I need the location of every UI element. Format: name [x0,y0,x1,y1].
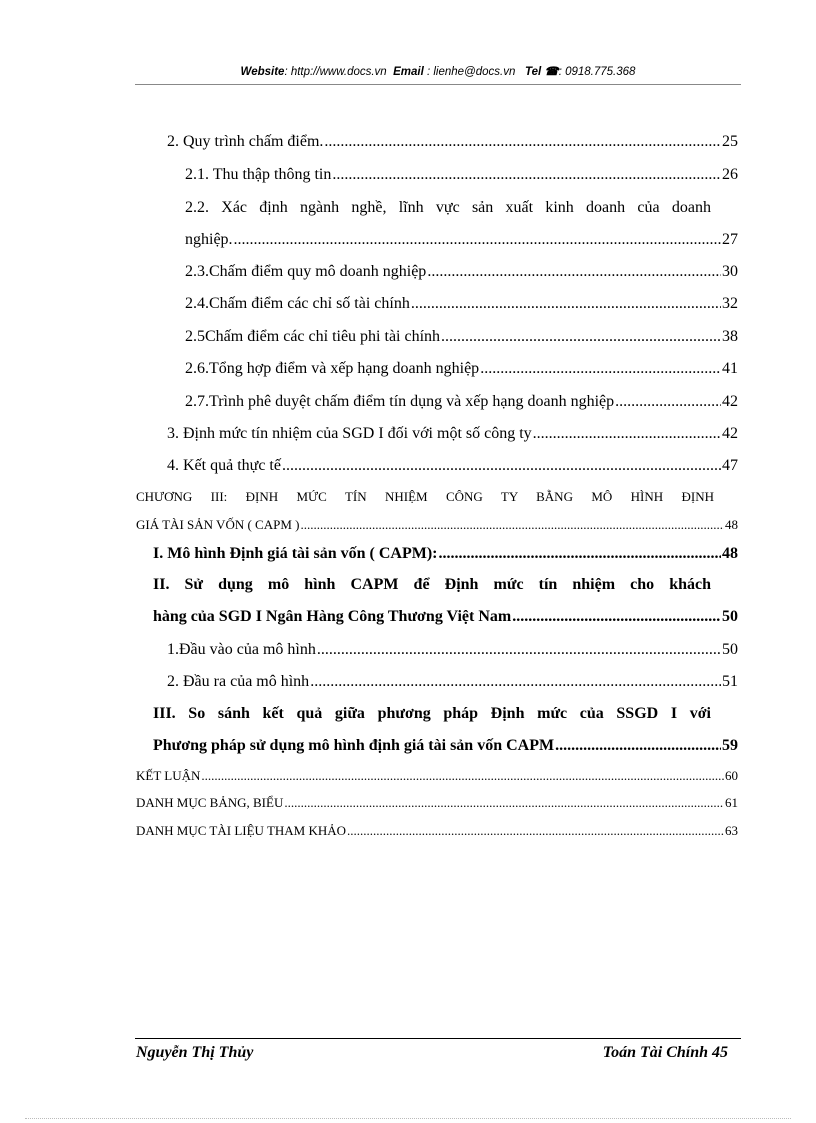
toc-entry-page: 41 [722,360,738,377]
toc-entry[interactable] [167,133,738,151]
toc-entry[interactable] [167,673,738,691]
toc-leader [317,641,721,659]
toc-entry[interactable] [136,823,738,839]
toc-entry-line[interactable]: 2.2. Xác định ngành nghề, lĩnh vực sản xuất kinh doanh của doanh [185,199,711,216]
toc-leader [480,360,721,378]
toc-entry[interactable] [185,263,738,281]
toc-leader [332,166,721,184]
toc-entry-page: 60 [725,768,738,783]
toc-leader [512,608,721,626]
toc-entry-title: DANH MỤC TÀI LIỆU THAM KHẢO [136,823,347,838]
footer-author: Nguyễn Thị Thủy [136,1044,254,1061]
toc-entry-title: I. Mô hình Định giá tài sản vốn ( CAPM): [153,545,438,562]
toc-entry-page: 50 [722,608,738,625]
toc-entry-page: 50 [722,641,738,658]
toc-entry-page: 26 [722,166,738,183]
toc-entry-page: 48 [722,545,738,562]
toc-entry-title: 2. Quy trình chấm điểm. [167,133,324,150]
toc-entry-page: 42 [722,425,738,442]
toc-leader [201,768,724,784]
toc-entry-title: 2.3.Chấm điểm quy mô doanh nghiệp [185,263,427,280]
toc-leader [555,737,721,755]
toc-leader [284,795,724,811]
tel-value: : 0918.775.368 [558,66,636,78]
email-value[interactable]: : lienhe@docs.vn [423,66,516,78]
toc-leader [427,263,721,281]
toc-entry-title: Phương pháp sử dụng mô hình định giá tài sản vốn CAPM [153,737,555,754]
toc-entry-page: 48 [725,517,738,532]
toc-entry-title: 2.5Chấm điểm các chỉ tiêu phi tài chính [185,328,441,345]
toc-leader [234,231,721,249]
toc-entry-title: 4. Kết quả thực tế [167,457,281,474]
toc-entry-title: 2.1. Thu thập thông tin [185,166,332,183]
toc-entry[interactable] [185,328,738,346]
toc-leader [615,393,721,411]
toc-entry-title: KẾT LUẬN [136,768,201,783]
toc-chapter-line[interactable]: CHƯƠNG III: ĐỊNH MỨC TÍN NHIỆM CÔNG TY BẰNG MÔ HÌNH ĐỊNH [136,489,714,504]
page-bottom-edge [25,1118,791,1119]
toc-entry-title: hàng của SGD I Ngân Hàng Công Thương Việt Nam [153,608,512,625]
toc-entry[interactable] [136,517,738,533]
toc-entry-title: DANH MỤC BẢNG, BIỂU [136,795,284,810]
header-divider [135,84,741,85]
toc-leader [347,823,724,839]
toc-entry-page: 30 [722,263,738,280]
toc-entry[interactable] [185,360,738,378]
toc-entry[interactable] [185,166,738,184]
phone-icon: ☎ [544,66,559,78]
toc-entry[interactable] [185,295,738,313]
toc-entry-page: 32 [722,295,738,312]
toc-entry-page: 63 [725,823,738,838]
toc-leader [310,673,721,691]
toc-entry[interactable] [153,608,738,626]
tel-label: Tel [524,66,542,78]
toc-entry[interactable] [167,641,738,659]
toc-leader [441,328,721,346]
toc-entry-line[interactable]: III. So sánh kết quả giữa phương pháp Định mức của SSGD I với [153,705,711,722]
toc-entry-title: 2.6.Tổng hợp điểm và xếp hạng doanh nghiệp [185,360,480,377]
toc-entry-line[interactable]: II. Sử dụng mô hình CAPM để Định mức tín nhiệm cho khách [153,576,711,593]
toc-leader [282,457,721,475]
toc-entry-title: GIÁ TÀI SẢN VỐN ( CAPM ) [136,517,300,532]
toc-leader [533,425,721,443]
toc-entry-title: 3. Định mức tín nhiệm của SGD I đối với một số công ty [167,425,532,442]
toc-entry[interactable] [185,393,738,411]
toc-entry-page: 47 [722,457,738,474]
toc-leader [324,133,721,151]
toc-entry-page: 25 [722,133,738,150]
toc-entry[interactable] [153,545,738,563]
toc-entry-title: nghiệp. [185,231,233,248]
toc-entry-page: 51 [722,673,738,690]
toc-entry[interactable] [167,425,738,443]
footer-class: Toán Tài Chính 45 [602,1044,728,1061]
toc-entry-title: 2.7.Trình phê duyệt chấm điểm tín dụng và xếp hạng doanh nghiệp [185,393,615,410]
footer-divider [135,1038,741,1039]
toc-entry-page: 38 [722,328,738,345]
toc-entry-title: 1.Đầu vào của mô hình [167,641,316,658]
toc-entry-page: 42 [722,393,738,410]
toc-entry[interactable] [136,768,738,784]
toc-entry-page: 61 [725,795,738,810]
toc-entry[interactable] [136,795,738,811]
toc-leader [438,545,721,563]
toc-entry[interactable] [167,457,738,475]
email-label: Email [393,66,424,78]
toc-leader [300,517,724,533]
website-label: Website [240,66,285,78]
website-value[interactable]: : http://www.docs.vn [284,66,387,78]
toc-entry-page: 27 [722,231,738,248]
toc-entry-page: 59 [722,737,738,754]
toc-leader [411,295,721,313]
toc-entry-title: 2.4.Chấm điểm các chỉ số tài chính [185,295,410,312]
toc-entry[interactable] [185,231,738,249]
toc-entry-title: 2. Đầu ra của mô hình [167,673,310,690]
page-header [135,64,741,78]
toc-entry[interactable] [153,737,738,755]
